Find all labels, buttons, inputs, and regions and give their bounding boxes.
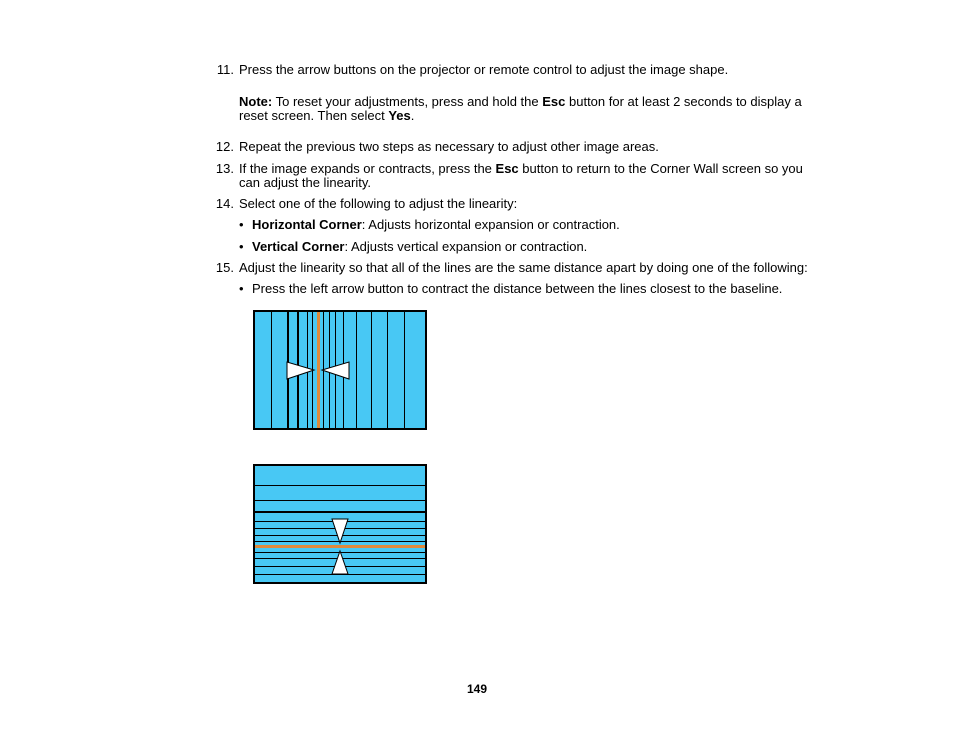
bullet-icon: • — [239, 239, 244, 254]
step-15-text: Adjust the linearity so that all of the lines are the same distance apart by doing one of the following: — [239, 260, 808, 275]
step-13-line-1 — [239, 161, 803, 176]
step-12-text: Repeat the previous two steps as necessary to adjust other image areas. — [239, 139, 659, 154]
esc-key-name-2: Esc — [495, 161, 519, 176]
step-number-14: 14. — [215, 196, 234, 211]
step-13-line-2: can adjust the linearity. — [239, 175, 371, 190]
bullet-vertical-corner — [252, 239, 587, 254]
note-text-4: . — [410, 108, 415, 123]
note-line-2 — [239, 108, 414, 123]
step-number-13: 13. — [215, 161, 234, 176]
horizontal-corner-label: Horizontal Corner — [252, 217, 362, 232]
note-text-3: reset screen. Then select — [239, 108, 389, 123]
step-number-11: 11. — [216, 62, 234, 77]
arrows-svg — [253, 310, 427, 430]
note-line-1 — [239, 94, 802, 109]
note-text-2: button for at least 2 seconds to display a — [565, 94, 802, 109]
bullet-icon: • — [239, 217, 244, 232]
left-arrow-icon — [322, 362, 349, 379]
yes-option-name: Yes — [388, 108, 411, 123]
down-arrow-icon — [332, 519, 348, 543]
page-number: 149 — [466, 682, 488, 696]
note-text-1: To reset your adjustments, press and hold the — [272, 94, 543, 109]
step-11-text: Press the arrow buttons on the projector or remote control to adjust the image shape. — [239, 62, 729, 77]
step-13-text-1: If the image expands or contracts, press the — [239, 161, 496, 176]
horizontal-corner-desc: : Adjusts horizontal expansion or contraction. — [361, 217, 620, 232]
step-number-12: 12. — [215, 139, 234, 154]
figure-horizontal-linearity — [253, 464, 427, 584]
arrows-svg — [253, 464, 427, 584]
step-14-text: Select one of the following to adjust the linearity: — [239, 196, 518, 211]
up-arrow-icon — [332, 551, 348, 574]
bullet-left-arrow: Press the left arrow button to contract the distance between the lines closest to the baseline. — [252, 281, 783, 296]
esc-key-name: Esc — [542, 94, 566, 109]
note-label: Note: — [239, 94, 273, 109]
bullet-horizontal-corner — [252, 217, 620, 232]
vertical-corner-desc: : Adjusts vertical expansion or contraction. — [344, 239, 588, 254]
step-number-15: 15. — [215, 260, 234, 275]
step-13-text-2: button to return to the Corner Wall screen so you — [518, 161, 803, 176]
bullet-icon: • — [239, 281, 244, 296]
right-arrow-icon — [287, 362, 314, 379]
figure-vertical-linearity — [253, 310, 427, 430]
vertical-corner-label: Vertical Corner — [252, 239, 345, 254]
